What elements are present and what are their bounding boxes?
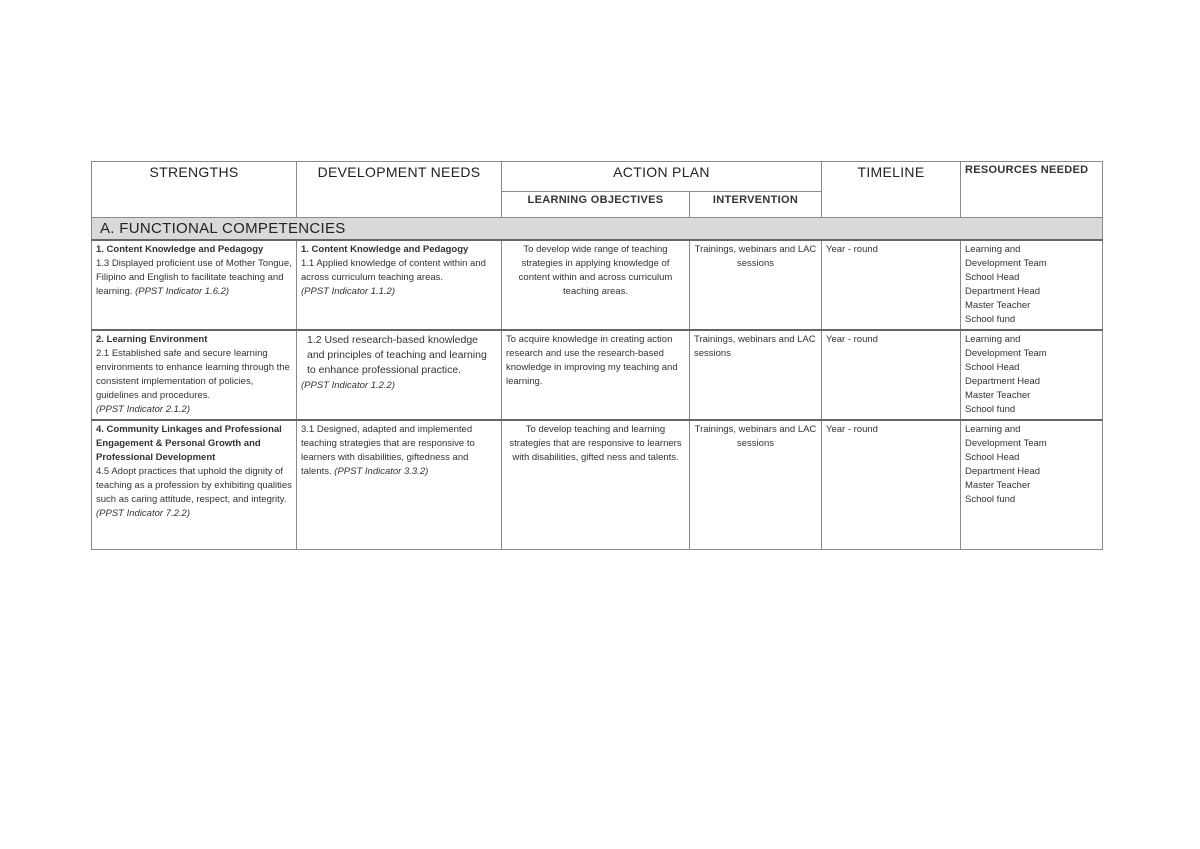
- resources-cell: [961, 240, 1103, 330]
- header-strengths: STRENGTHS: [92, 162, 297, 218]
- need-text: 1.1 Applied knowledge of content within and across curriculum teaching areas.: [301, 258, 486, 283]
- need-cell: [297, 330, 502, 420]
- timeline-cell: Year - round: [822, 330, 961, 420]
- resources-cell: [961, 330, 1103, 420]
- strength-title: 1. Content Knowledge and Pedagogy: [96, 244, 264, 255]
- strength-title: 2. Learning Environment: [96, 334, 208, 345]
- strength-text: 2.1 Established safe and secure learning environments to enhance learning through the consistent implementation of policies, guidelines and procedures.: [96, 348, 290, 401]
- header-development-needs: DEVELOPMENT NEEDS: [297, 162, 502, 218]
- strength-indicator: (PPST Indicator 1.6.2): [135, 286, 230, 297]
- header-learning-objectives: LEARNING OBJECTIVES: [502, 192, 690, 218]
- resource-item: Department Head: [965, 286, 1040, 297]
- resource-item: Master Teacher: [965, 480, 1031, 491]
- intervention-cell: Trainings, webinars and LAC sessions: [690, 420, 822, 550]
- resource-item: Learning and: [965, 334, 1021, 345]
- need-indicator: (PPST Indicator 1.2.2): [301, 380, 395, 391]
- need-text: 3.1 Designed, adapted and implemented teaching strategies that are responsive to learners with disabilities, giftedness and talents.: [301, 424, 475, 477]
- timeline-cell: Year - round: [822, 240, 961, 330]
- resource-item: Learning and: [965, 424, 1021, 435]
- header-intervention: INTERVENTION: [690, 192, 822, 218]
- need-cell: [297, 240, 502, 330]
- resource-item: School Head: [965, 452, 1020, 463]
- resource-item: School Head: [965, 272, 1020, 283]
- strength-title: 4. Community Linkages and Professional Engagement & Personal Growth and Professional Development: [96, 424, 282, 463]
- intervention-cell: Trainings, webinars and LAC sessions: [690, 330, 822, 420]
- resource-item: Department Head: [965, 376, 1040, 387]
- need-text: 1.2 Used research-based knowledge and principles of teaching and learning to enhance professional practice.: [307, 334, 487, 376]
- resource-item: Development Team: [965, 258, 1047, 269]
- resource-item: School fund: [965, 404, 1016, 415]
- strength-cell: [92, 330, 297, 420]
- strength-cell: [92, 420, 297, 550]
- strength-cell: [92, 240, 297, 330]
- resources-cell: [961, 420, 1103, 550]
- header-timeline: TIMELINE: [822, 162, 961, 218]
- resource-item: School fund: [965, 494, 1016, 505]
- table-row: [92, 330, 1103, 420]
- table-row: [92, 240, 1103, 330]
- resource-item: Development Team: [965, 438, 1047, 449]
- header-action-plan: ACTION PLAN: [502, 162, 822, 192]
- strength-text: 4.5 Adopt practices that uphold the dignity of teaching as a profession by exhibiting qualities such as caring attitude, respect, and integrity.: [96, 466, 292, 505]
- strength-text: 1.3 Displayed proficient use of Mother Tongue, Filipino and English to facilitate teaching and learning.: [96, 258, 292, 297]
- resource-item: Master Teacher: [965, 390, 1031, 401]
- section-title: A. FUNCTIONAL COMPETENCIES: [92, 218, 1103, 241]
- table-row: [92, 420, 1103, 550]
- objective-cell: To develop wide range of teaching strategies in applying knowledge of content within and across curriculum teaching areas.: [502, 240, 690, 330]
- header-resources-needed: RESOURCES NEEDED: [961, 162, 1103, 218]
- timeline-cell: Year - round: [822, 420, 961, 550]
- need-cell: [297, 420, 502, 550]
- resource-item: School fund: [965, 314, 1016, 325]
- need-indicator: (PPST Indicator 3.3.2): [334, 466, 429, 477]
- resource-item: Development Team: [965, 348, 1047, 359]
- objective-cell: To acquire knowledge in creating action research and use the research-based knowledge in improving my teaching and learning.: [502, 330, 690, 420]
- need-indicator: (PPST Indicator 1.1.2): [301, 286, 395, 297]
- strength-indicator: (PPST Indicator 7.2.2): [96, 508, 190, 519]
- action-plan-table: [91, 161, 1103, 550]
- resource-item: Department Head: [965, 466, 1040, 477]
- resource-item: School Head: [965, 362, 1020, 373]
- need-title: 1. Content Knowledge and Pedagogy: [301, 244, 469, 255]
- objective-cell: To develop teaching and learning strategies that are responsive to learners with disabilities, gifted ness and talents.: [502, 420, 690, 550]
- resource-item: Master Teacher: [965, 300, 1031, 311]
- intervention-cell: Trainings, webinars and LAC sessions: [690, 240, 822, 330]
- strength-indicator: (PPST Indicator 2.1.2): [96, 404, 190, 415]
- resource-item: Learning and: [965, 244, 1021, 255]
